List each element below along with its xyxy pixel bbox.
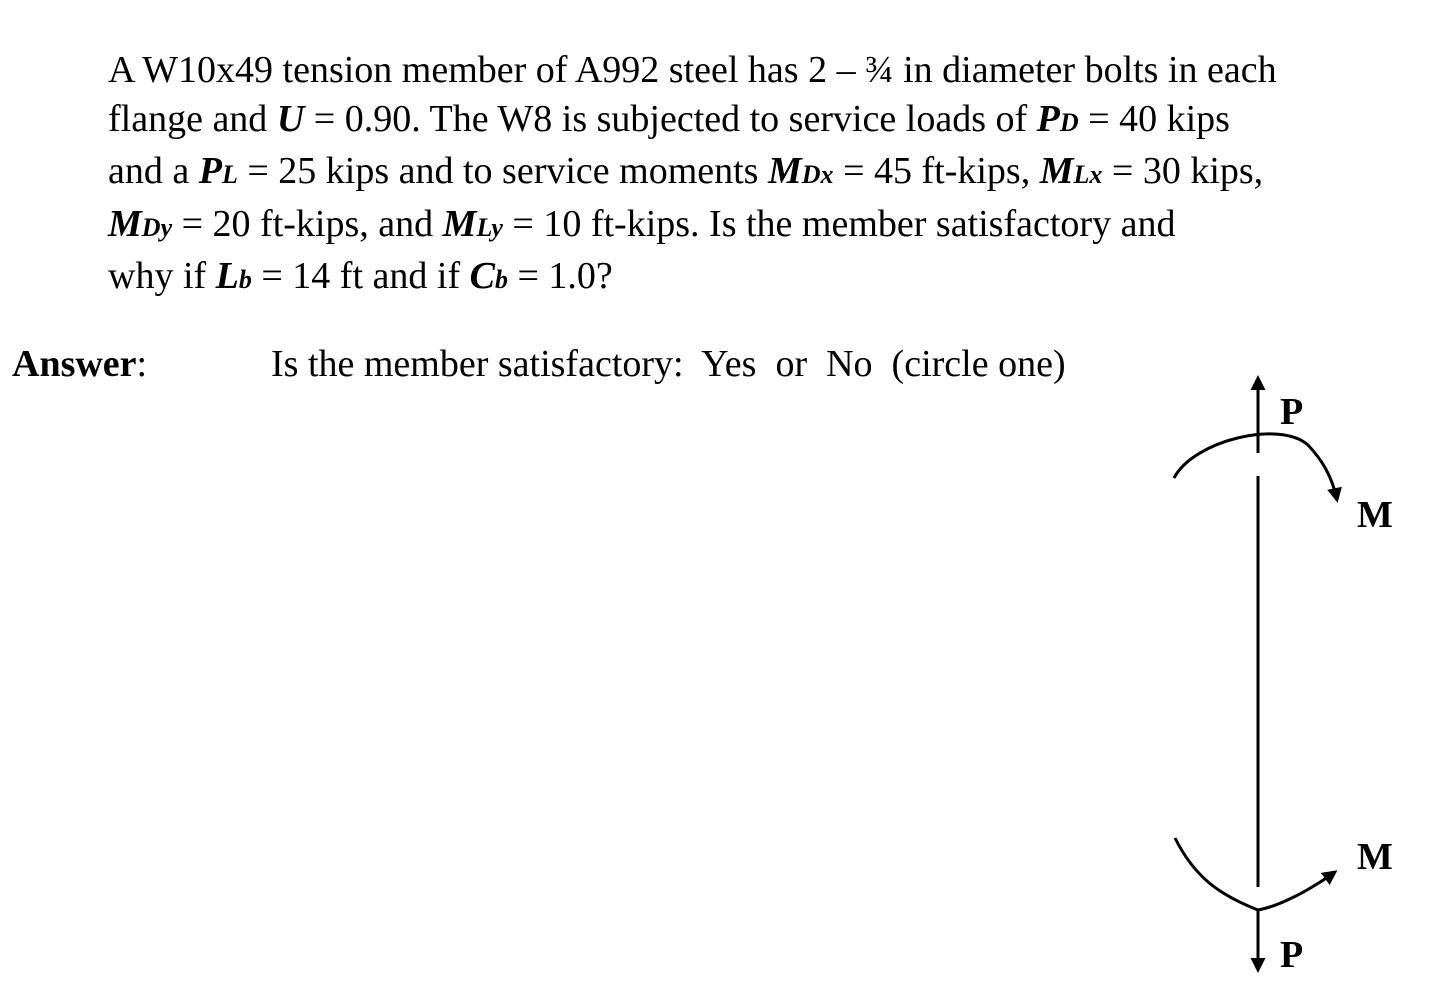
- problem-text: = 10 ft-kips. Is the member satisfactory and: [502, 202, 1176, 245]
- problem-line-5: [108, 252, 1438, 305]
- problem-text: flange and: [108, 97, 277, 140]
- problem-text: and a: [108, 150, 199, 192]
- symbol-C: C: [469, 255, 495, 297]
- subscript-Lx: Lx: [1073, 160, 1103, 189]
- symbol-U: U: [276, 97, 305, 140]
- subscript-b: b: [494, 265, 508, 294]
- problem-text: = 30 kips,: [1102, 150, 1264, 192]
- problem-line-1: [108, 46, 1438, 95]
- subscript-Dy: Dy: [141, 212, 173, 242]
- answer-question: Is the member satisfactory: Yes or No (circle one): [271, 343, 1066, 385]
- problem-text: A W10x49 tension member of A992 steel has 2 – ¾ in diameter bolts in each: [108, 49, 1277, 91]
- subscript-D: D: [1059, 107, 1079, 137]
- problem-statement: [108, 46, 1438, 305]
- problem-text: = 14 ft and if: [251, 255, 470, 297]
- answer-colon: :: [136, 343, 148, 385]
- symbol-P: P: [198, 150, 222, 192]
- problem-text: = 45 ft-kips,: [833, 150, 1040, 192]
- member-diagram: [1150, 370, 1410, 980]
- symbol-M: M: [767, 150, 802, 192]
- bottom-moment-label: M: [1357, 836, 1393, 878]
- problem-line-2: [108, 95, 1438, 148]
- bottom-force-label: P: [1280, 934, 1304, 976]
- top-moment-arc: [1174, 434, 1337, 500]
- subscript-b: b: [238, 265, 252, 294]
- top-moment-label: M: [1357, 494, 1393, 536]
- subscript-Ly: Ly: [476, 212, 503, 242]
- problem-text: = 0.90. The W8 is subjected to service loads of: [304, 97, 1037, 140]
- symbol-P: P: [1036, 97, 1060, 140]
- answer-label: [12, 340, 147, 388]
- answer-label-text: Answer: [12, 343, 137, 385]
- symbol-L: L: [215, 255, 239, 297]
- problem-line-4: [108, 200, 1438, 253]
- problem-text: = 25 kips and to service moments: [237, 150, 768, 192]
- bottom-moment-arc: [1175, 838, 1335, 910]
- problem-text: = 1.0?: [507, 255, 613, 297]
- symbol-M: M: [108, 202, 142, 245]
- problem-text: = 40 kips: [1078, 97, 1230, 140]
- subscript-L: L: [221, 160, 238, 189]
- top-force-label: P: [1280, 391, 1304, 433]
- problem-line-3: [108, 147, 1438, 200]
- problem-text: why if: [108, 255, 216, 297]
- symbol-M: M: [442, 202, 477, 245]
- problem-text: = 20 ft-kips, and: [172, 202, 443, 245]
- subscript-Dx: Dx: [801, 160, 834, 189]
- symbol-M: M: [1039, 150, 1074, 192]
